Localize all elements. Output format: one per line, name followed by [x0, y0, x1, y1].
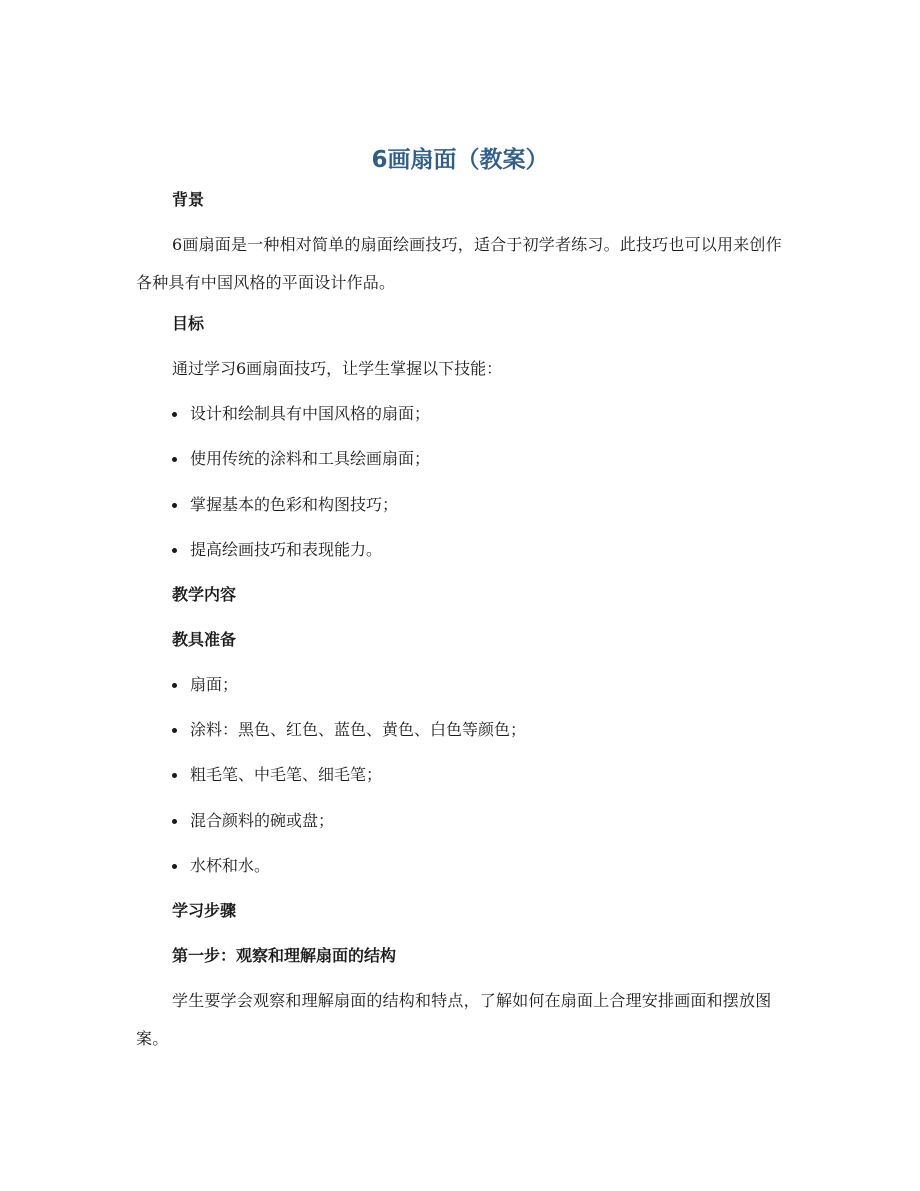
bullet-dot [172, 457, 177, 462]
list-item [172, 447, 430, 471]
step1-paragraph: 学生要学会观察和理解扇面的结构和特点，了解如何在扇面上合理安排画面和摆放图案。 [136, 991, 772, 1048]
bullet-dot [172, 728, 177, 733]
bullet-dot [172, 548, 177, 553]
bullet-dot [172, 864, 177, 869]
step1-heading: 第一步：观察和理解扇面的结构 [172, 946, 397, 965]
bullet-dot [172, 503, 177, 508]
list-item [172, 402, 430, 426]
list-item-text: 涂料：黑色、红色、蓝色、黄色、白色等颜色； [190, 720, 527, 739]
bullet-dot [172, 683, 177, 688]
list-item-text: 扇面； [190, 675, 239, 694]
list-item-text: 掌握基本的色彩和构图技巧； [190, 495, 399, 514]
bullet-dot [172, 819, 177, 824]
list-item [172, 763, 382, 787]
list-item [172, 493, 398, 517]
document-title: 6画扇面（教案） [371, 147, 549, 173]
list-item-text: 提高绘画技巧和表现能力。 [190, 540, 383, 559]
background-heading: 背景 [172, 190, 205, 209]
bullet-dot [172, 773, 177, 778]
list-item-text: 水杯和水。 [190, 856, 271, 875]
list-item [172, 718, 526, 742]
list-item-text: 使用传统的涂料和工具绘画扇面； [190, 449, 431, 468]
list-item-text: 混合颜料的碗或盘； [190, 811, 335, 830]
background-paragraph: 6画扇面是一种相对简单的扇面绘画技巧，适合于初学者练习。此技巧也可以用来创作各种具有中国风格的平面设计作品。 [136, 235, 782, 292]
bullet-dot [172, 412, 177, 417]
list-item-text: 粗毛笔、中毛笔、细毛笔； [190, 765, 383, 784]
goal-intro: 通过学习6画扇面技巧，让学生掌握以下技能： [172, 359, 503, 378]
list-item [172, 809, 334, 833]
materials-heading: 教具准备 [172, 630, 237, 649]
goal-heading: 目标 [172, 314, 205, 333]
list-item-text: 设计和绘制具有中国风格的扇面； [190, 404, 431, 423]
list-item [172, 538, 382, 562]
steps-heading: 学习步骤 [172, 901, 237, 920]
list-item [172, 854, 270, 878]
list-item [172, 673, 238, 697]
content-heading: 教学内容 [172, 585, 237, 604]
